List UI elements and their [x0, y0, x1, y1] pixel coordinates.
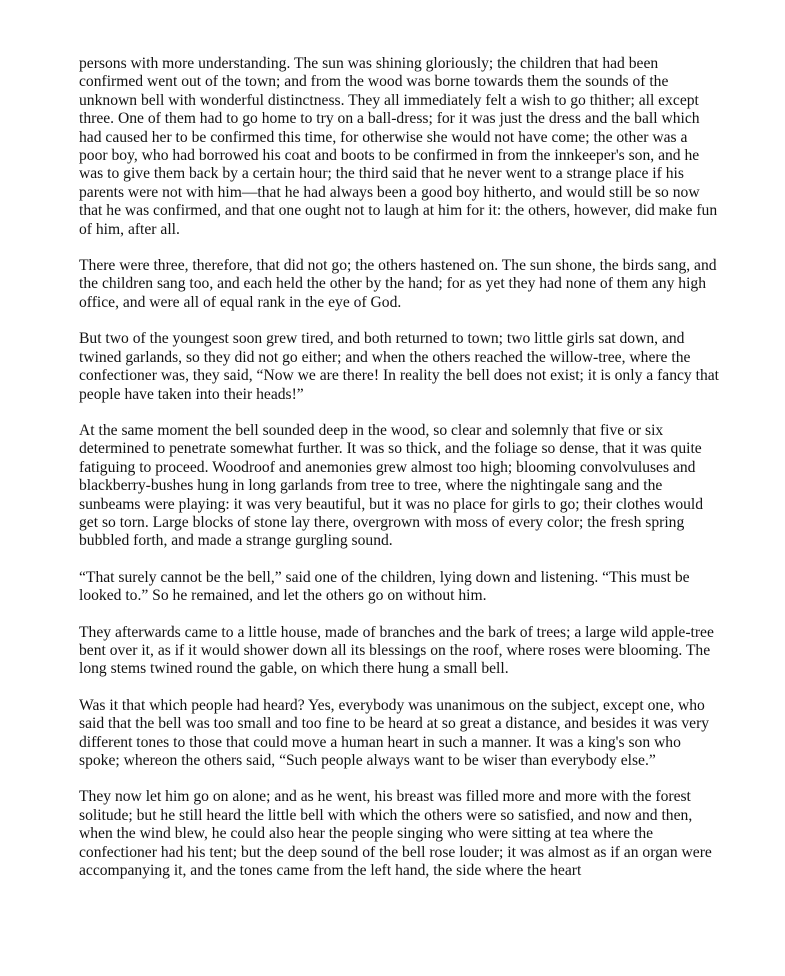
document-page	[79, 55, 719, 880]
paragraph-5: “That surely cannot be the bell,” said one of the children, lying down and listening. “This must be looked to.” So he remained, and let the others go on without him.	[79, 568, 690, 605]
paragraph-8: They now let him go on alone; and as he went, his breast was filled more and more with the forest solitude; but he still heard the little bell with which the others were so satisfied, and now and then, when the wind blew, he could also hear the people singing who were sitting at tea where the confectioner had his tent; but the deep sound of the bell rose louder; it was almost as if an organ were accompanying it, and the tones came from the left hand, the side where the heart	[79, 788, 712, 880]
paragraph-6: They afterwards came to a little house, made of branches and the bark of trees; a large wild apple-tree bent over it, as if it would shower down all its blessings on the roof, where roses were blooming. The long stems twined round the gable, on which there hung a small bell.	[79, 623, 714, 678]
paragraph-2: There were three, therefore, that did not go; the others hastened on. The sun shone, the birds sang, and the children sang too, and each held the other by the hand; for as yet they had none of them any high office, and were all of equal rank in the eye of God.	[79, 257, 717, 311]
paragraph-1: persons with more understanding. The sun was shining gloriously; the children that had been confirmed went out of the town; and from the wood was borne towards them the sounds of the unknown bell with wonderful distinctness. They all immediately felt a wish to go thither; all except three. One of them had to go home to try on a ball-dress; for it was just the dress and the ball which had caused her to be confirmed this time, for otherwise she would not have come; the other was a poor boy, who had borrowed his coat and boots to be confirmed in from the innkeeper's son, and he was to give them back by a certain hour; the third said that he never went to a strange place if his parents were not with him—that he had always been a good boy hitherto, and would still be so now that he was confirmed, and that one ought not to laugh at him for it: the others, however, did make fun of him, after all.	[79, 55, 718, 238]
paragraph-4: At the same moment the bell sounded deep in the wood, so clear and solemnly that five or six determined to penetrate somewhat further. It was so thick, and the foliage so dense, that it was quite fatiguing to proceed. Woodroof and anemonies grew almost too high; blooming convolvuluses and blackberry-bushes hung in long garlands from tree to tree, where the nightingale sang and the sunbeams were playing: it was very beautiful, but it was no place for girls to go; their clothes would get so torn. Large blocks of stone lay there, overgrown with moss of every color; the fresh spring bubbled forth, and made a strange gurgling sound.	[79, 421, 704, 550]
paragraph-3: But two of the youngest soon grew tired, and both returned to town; two little girls sat down, and twined garlands, so they did not go either; and when the others reached the willow-tree, where the confectioner was, they said, “Now we are there! In reality the bell does not exist; it is only a fancy that people have taken into their heads!”	[79, 330, 719, 403]
paragraph-7: Was it that which people had heard? Yes, everybody was unanimous on the subject, except one, who said that the bell was too small and too fine to be heard at so great a distance, and besides it was very different tones to those that could move a human heart in such a manner. It was a king's son who spoke; whereon the others said, “Such people always want to be wiser than everybody else.”	[79, 696, 710, 769]
